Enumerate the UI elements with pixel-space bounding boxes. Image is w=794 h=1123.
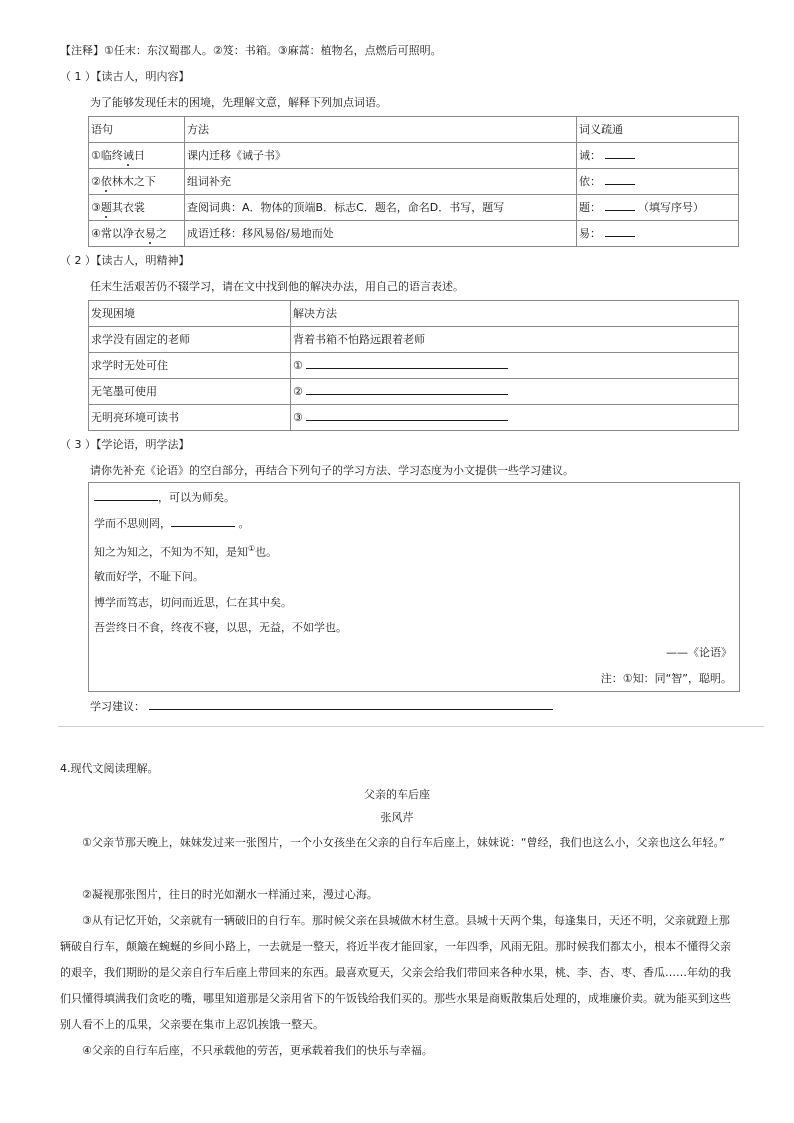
article-paragraph-4: ④父亲的自行车后座，不只承载他的劳苦，更承载着我们的快乐与幸福。	[82, 1044, 433, 1057]
advice-row	[90, 699, 553, 714]
q2-row	[89, 379, 739, 405]
q1-answer-cell: 诫：	[577, 143, 739, 169]
q1-header-sentence: 语句	[89, 117, 185, 143]
analects-box	[88, 482, 740, 692]
advice-label: 学习建议：	[90, 700, 145, 713]
q1-answer-cell: 易：	[577, 221, 739, 247]
q1-sentence: ③题其衣裳	[89, 195, 185, 221]
article-paragraph-1: ①父亲节那天晚上，妹妹发过来一张图片，一个小女孩坐在父亲的自行车后座上，妹妹说：“曾经，我们也这么小，父亲也这么年轻。”	[82, 836, 725, 849]
section-divider	[58, 726, 764, 727]
q1-method: 课内迁移《诫子书》	[185, 143, 577, 169]
analects-line-2: 学而不思则罔， 。	[94, 517, 250, 530]
article-author: 张风芹	[380, 811, 414, 824]
q2-problem: 求学没有固定的老师	[89, 327, 291, 353]
analects-footnote: 注：①知：同“智”，聪明。	[600, 672, 732, 685]
q1-header-meaning: 词义疏通	[577, 117, 739, 143]
q2-problem: 求学时无处可住	[89, 353, 291, 379]
emphasis-char: 依	[100, 174, 112, 188]
answer-blank[interactable]	[306, 410, 508, 421]
q2-header-problem: 发现困境	[89, 301, 291, 327]
q1-method: 组词补充	[185, 169, 577, 195]
answer-blank[interactable]	[605, 226, 635, 237]
q1-method: 查阅词典：A．物体的顶端B．标志C．题名，命名D．书写，题写	[185, 195, 577, 221]
q1-row	[89, 169, 739, 195]
q1-header-method: 方法	[185, 117, 577, 143]
emphasis-char: 题	[100, 200, 112, 214]
q1-row	[89, 195, 739, 221]
emphasis-char: 易	[144, 226, 156, 240]
q1-heading: （ 1 ）【读古人，明内容】	[60, 70, 190, 83]
q2-row	[89, 327, 739, 353]
answer-blank[interactable]	[171, 516, 235, 527]
answer-blank[interactable]	[94, 490, 158, 501]
q1-table	[88, 116, 739, 247]
q2-problem: 无笔墨可使用	[89, 379, 291, 405]
q1-intro: 为了能够发现任末的困境，先理解文意，解释下列加点词语。	[90, 96, 387, 109]
q2-solution: 背着书箱不怕路远跟着老师	[291, 327, 739, 353]
answer-blank[interactable]	[306, 358, 508, 369]
q1-answer-cell: 题： （填写序号）	[577, 195, 739, 221]
footnote-marker: ①	[248, 544, 256, 553]
analects-line-4: 敏而好学，不耻下问。	[94, 570, 204, 583]
q3-heading: （ 3 ）【学论语，明学法】	[60, 438, 190, 451]
answer-blank[interactable]	[605, 148, 635, 159]
analects-line-1: ，可以为师矣。	[94, 490, 235, 505]
q2-problem: 无明亮环境可读书	[89, 405, 291, 431]
q1-method: 成语迁移：移风易俗/易地而处	[185, 221, 577, 247]
article-paragraph-2: ②凝视那张图片，往日的时光如潮水一样涌过来，漫过心海。	[82, 888, 378, 901]
answer-blank[interactable]	[605, 200, 635, 211]
q2-solution-cell: ③	[291, 405, 739, 431]
analects-line-6: 吾尝终日不食，终夜不寝，以思，无益，不如学也。	[94, 621, 347, 634]
q2-header-solution: 解决方法	[291, 301, 739, 327]
q1-header-row	[89, 117, 739, 143]
analects-line-3: 知之为知之，不知为不知，是知①也。	[94, 544, 278, 559]
q2-solution-cell: ①	[291, 353, 739, 379]
q2-row	[89, 405, 739, 431]
analects-line-5: 博学而笃志，切问而近思，仁在其中矣。	[94, 596, 292, 609]
q1-row	[89, 221, 739, 247]
q2-row	[89, 353, 739, 379]
analects-source: ——《论语》	[666, 646, 732, 659]
annotation-note: 【注释】①任末：东汉蜀郡人。②笈：书箱。③麻蒿：植物名，点燃后可照明。	[60, 44, 442, 57]
q2-heading: （ 2 ）【读古人，明精神】	[60, 254, 190, 267]
answer-blank[interactable]	[306, 384, 508, 395]
article-title: 父亲的车后座	[364, 788, 430, 801]
q1-answer-cell: 依：	[577, 169, 739, 195]
q2-table	[88, 300, 739, 431]
q2-intro: 任末生活艰苦仍不辍学习，请在文中找到他的解决办法，用自己的语言表述。	[90, 280, 464, 293]
q1-sentence: ②依林木之下	[89, 169, 185, 195]
advice-input-line[interactable]	[149, 699, 553, 710]
q2-solution-cell: ②	[291, 379, 739, 405]
q1-sentence: ①临终诫日	[89, 143, 185, 169]
q1-row	[89, 143, 739, 169]
q3-intro: 请你先补充《论语》的空白部分，再结合下列句子的学习方法、学习态度为小文提供一些学习建议。	[90, 464, 574, 477]
q2-header-row	[89, 301, 739, 327]
emphasis-char: 诫	[122, 148, 134, 162]
q1-sentence: ④常以净衣易之	[89, 221, 185, 247]
answer-blank[interactable]	[605, 174, 635, 185]
article-paragraph-3: ③从有记忆开始，父亲就有一辆破旧的自行车。那时候父亲在县城做木材生意。县城十天两个集，每逢集日，天还不明，父亲就蹬上那辆破自行车，颠簸在蜿蜒的乡间小路上，一去就是一整天，将近半夜才能回家，一年四季，风雨无阻。那时候我们都太小，根本不懂得父亲的艰辛，我们期盼的是父亲自行车后座上带回来的东西。最喜欢夏天，父亲会给我们带回来各种水果，桃、李、杏、枣、香瓜……年幼的我们只懂得填满我们贪吃的嘴，哪里知道那是父亲用省下的午饭钱给我们买的。那些水果是商贩散集后处理的，成堆廉价卖。就为能买到这些别人看不上的瓜果，父亲要在集市上忍饥挨饿一整天。	[60, 914, 731, 1031]
section4-heading: 4.现代文阅读理解。	[60, 762, 159, 775]
